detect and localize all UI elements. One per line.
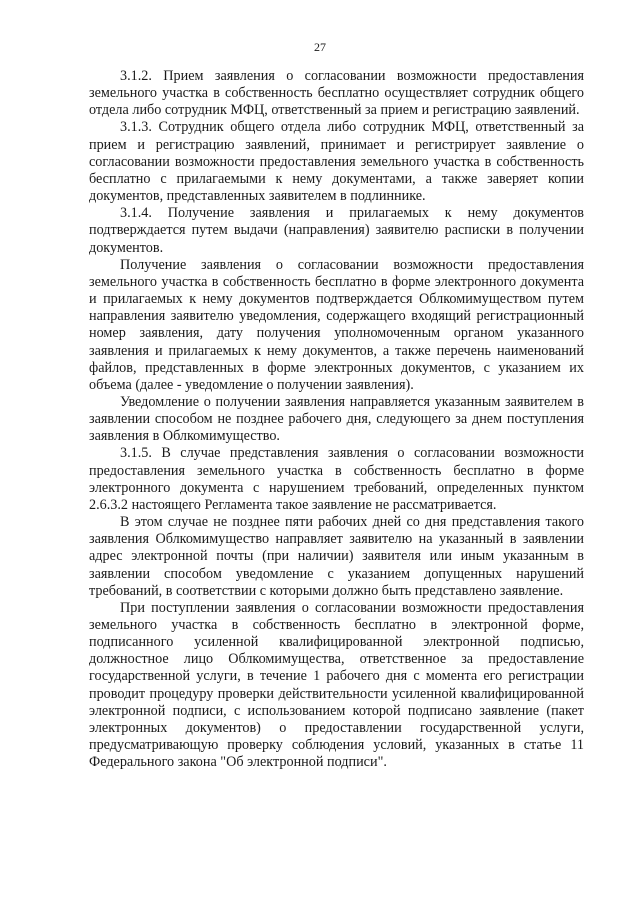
paragraph-3-1-2: 3.1.2. Прием заявления о согласовании возможности предоставления земельного участка в собственность бесплатно осуществляет сотрудник общего отдела либо сотрудник МФЦ, ответственный за прием и регистрацию заявлений. (89, 68, 584, 119)
paragraph-3-1-4: 3.1.4. Получение заявления и прилагаемых к нему документов подтверждается путем выдачи (направления) заявителю расписки в получении документов. (89, 205, 584, 256)
paragraph-violation-notice: В этом случае не позднее пяти рабочих дней со дня представления такого заявления Облкомимущество направляет заявителю на указанный в заявлении адрес электронной почты (при наличии) заявителя или иным указанным в заявлении способом уведомление с указанием допущенных нарушений требований, в соответствии с которыми должно быть представлено заявление. (89, 514, 584, 599)
paragraph-3-1-3: 3.1.3. Сотрудник общего отдела либо сотрудник МФЦ, ответственный за прием и регистрацию заявлений, принимает и регистрирует заявление о согласовании возможности предоставления земельного участка в собственность бесплатно с прилагаемыми к нему документами, а также заверяет копии документов, представленных заявителем в подлиннике. (89, 119, 584, 205)
paragraph-signature-check: При поступлении заявления о согласовании возможности предоставления земельного участка в собственность бесплатно в электронной форме, подписанного усиленной квалифицированной электронной подписью, должностное лицо Облкомимущества, ответственное за предоставление государственной услуги, в течение 1 рабочего дня с момента его регистрации проводит процедуру проверки действительности усиленной квалифицированной электронной подписи, с использованием которой подписано заявление (пакет электронных документов) о предоставлении государственной услуги, предусматривающую проверку соблюдения условий, указанных в статье 11 Федерального закона "Об электронной подписи". (89, 599, 584, 771)
page-body (89, 68, 584, 771)
page-number: 27 (314, 40, 326, 54)
paragraph-3-1-5: 3.1.5. В случае представления заявления о согласовании возможности предоставления земельного участка в собственность бесплатно в форме электронного документа с нарушением требований, определенных пунктом 2.6.3.2 настоящего Регламента такое заявление не рассматривается. (89, 445, 584, 513)
paragraph-notification: Уведомление о получении заявления направляется указанным заявителем в заявлении способом не позднее рабочего дня, следующего за днем поступления заявления в Облкомимущество. (89, 393, 584, 445)
paragraph-electronic-receipt: Получение заявления о согласовании возможности предоставления земельного участка в собственность бесплатно в форме электронного документа и прилагаемых к нему документов подтверждается Облкомимуществом путем направления заявителю уведомления, содержащего входящий регистрационный номер заявления, дату получения уполномоченным органом указанного заявления и прилагаемых к нему документов, а также перечень наименований файлов, представленных в форме электронных документов, с указанием их объема (далее - уведомление о получении заявления). (89, 256, 584, 393)
